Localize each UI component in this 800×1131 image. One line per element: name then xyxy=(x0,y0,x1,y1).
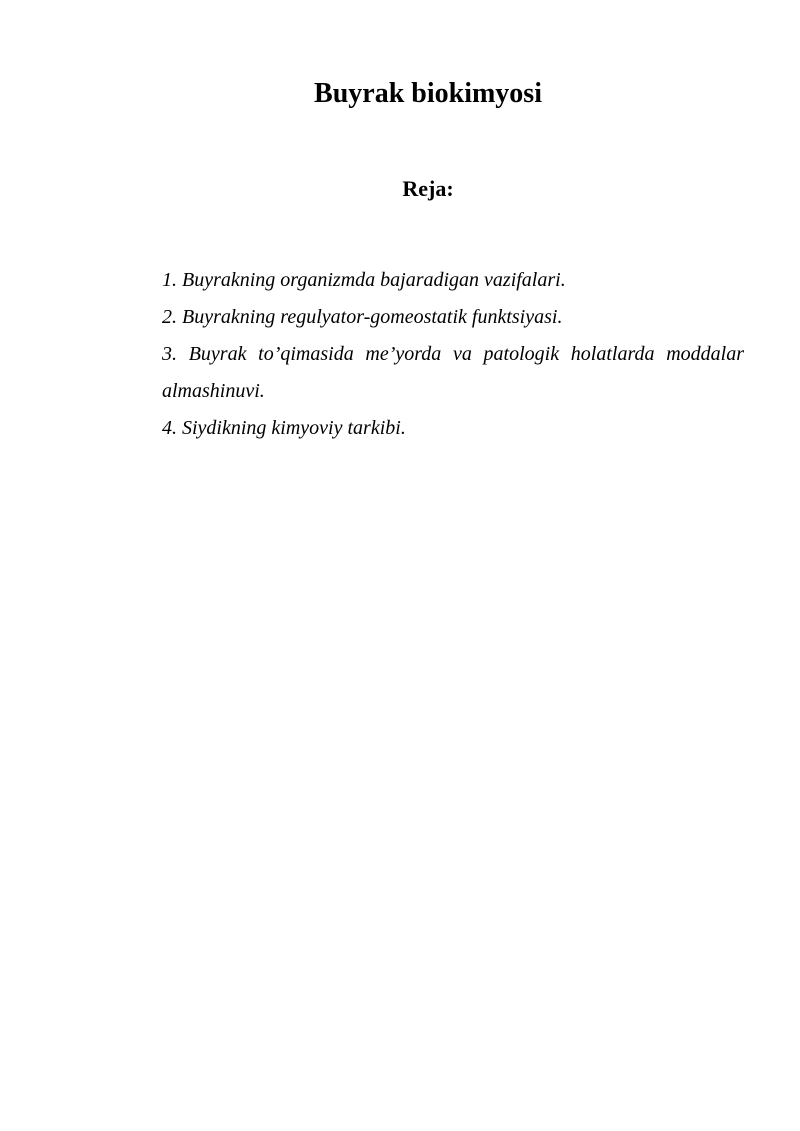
plan-item: 3. Buyrak to’qimasida me’yorda va patologik holatlarda moddalar almashinuvi. xyxy=(162,343,744,402)
document-title: Buyrak biokimyosi xyxy=(314,78,542,109)
plan-list xyxy=(162,262,744,447)
plan-item: 2. Buyrakning regulyator-gomeostatik funktsiyasi. xyxy=(162,306,563,328)
plan-heading: Reja: xyxy=(402,176,454,201)
plan-item: 4. Siydikning kimyoviy tarkibi. xyxy=(162,417,406,439)
plan-item: 1. Buyrakning organizmda bajaradigan vazifalari. xyxy=(162,269,566,291)
